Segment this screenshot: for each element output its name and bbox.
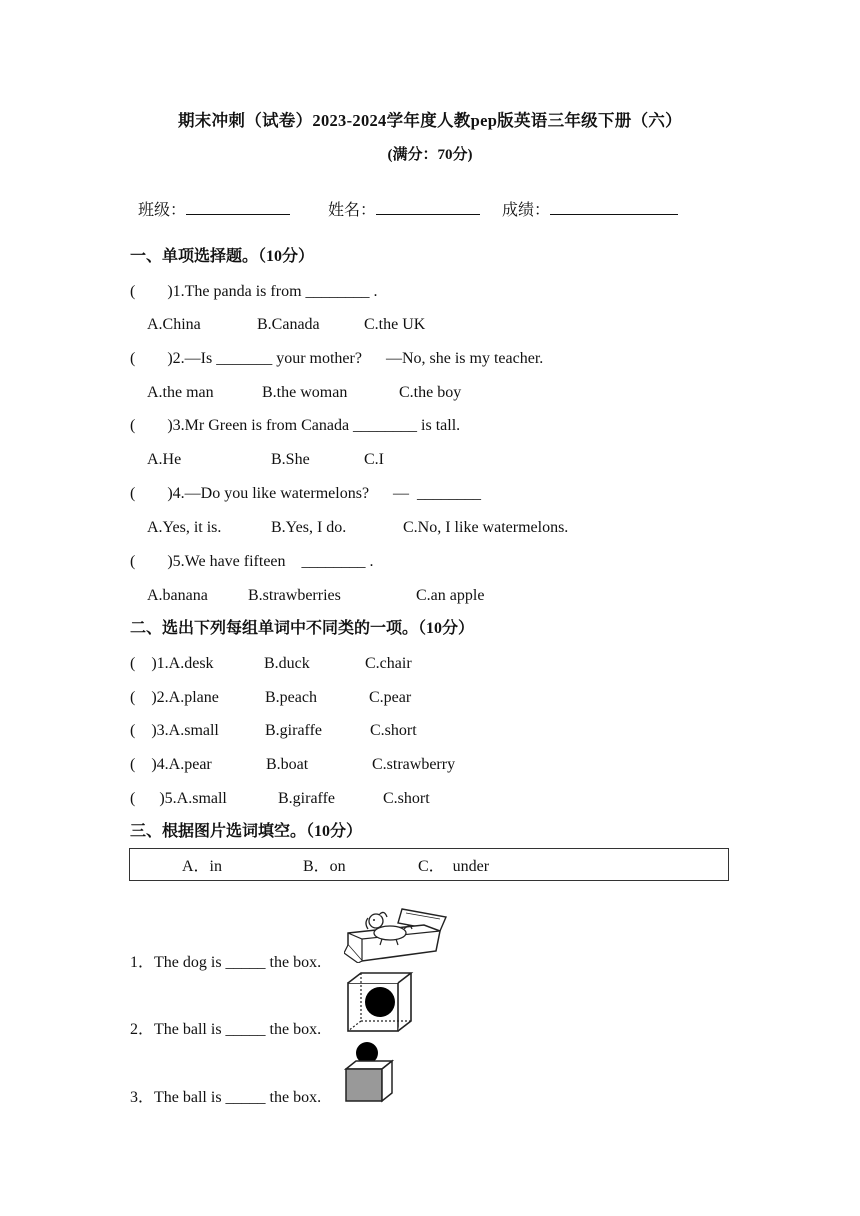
s2-item5-b: B.giraffe xyxy=(278,790,336,807)
score-field xyxy=(494,180,678,221)
s3-sentence-3: 3．The ball is _____ the box. xyxy=(130,1089,322,1106)
q4-option-b[interactable]: B.Yes, I do. xyxy=(271,519,347,536)
q4-option-c[interactable]: C.No, I like watermelons. xyxy=(403,519,569,536)
s3-sentence-1: 1．The dog is _____ the box. xyxy=(130,954,322,971)
word-option-in: A．in xyxy=(182,858,223,875)
section2-heading: 二、选出下列每组单词中不同类的一项。（10分） xyxy=(130,620,475,637)
name-field xyxy=(320,180,480,221)
q1-option-b[interactable]: B.Canada xyxy=(257,316,320,333)
q3-option-c[interactable]: C.I xyxy=(364,451,384,468)
s2-item5-c: C.short xyxy=(383,790,430,807)
full-score: (满分：70分) xyxy=(387,147,473,163)
q5-stem: ( )5.We have fifteen ________ . xyxy=(130,553,374,570)
ball-on-box-icon xyxy=(344,1041,396,1103)
q3-option-b[interactable]: B.She xyxy=(271,451,310,468)
word-option-under: C． under xyxy=(418,858,490,875)
s2-item4-b: B.boat xyxy=(266,756,309,773)
name-label: 姓名： xyxy=(328,202,377,219)
name-blank[interactable] xyxy=(376,200,480,215)
s3-sentence-2: 2．The ball is _____ the box. xyxy=(130,1021,322,1038)
class-label: 班级： xyxy=(138,202,187,219)
score-label: 成绩： xyxy=(502,202,551,219)
s2-item4-a: ( )4.A.pear xyxy=(130,756,212,773)
dog-in-box-icon xyxy=(344,905,450,963)
q2-stem: ( )2.—Is _______ your mother? —No, she is my teacher. xyxy=(130,350,544,367)
q1-option-a[interactable]: A.China xyxy=(147,316,201,333)
q4-option-a[interactable]: A.Yes, it is. xyxy=(147,519,222,536)
q4-stem: ( )4.—Do you like watermelons? — ________ xyxy=(130,485,482,502)
q2-option-a[interactable]: A.the man xyxy=(147,384,214,401)
q5-option-b[interactable]: B.strawberries xyxy=(248,587,341,604)
s2-item1-a: ( )1.A.desk xyxy=(130,655,214,672)
s2-item3-c: C.short xyxy=(370,722,417,739)
q5-option-c[interactable]: C.an apple xyxy=(416,587,485,604)
q1-stem: ( )1.The panda is from ________ . xyxy=(130,283,378,300)
word-option-on: B．on xyxy=(303,858,346,875)
q2-option-b[interactable]: B.the woman xyxy=(262,384,348,401)
section1-heading: 一、单项选择题。（10分） xyxy=(130,248,315,265)
q1-option-c[interactable]: C.the UK xyxy=(364,316,426,333)
class-field xyxy=(130,180,290,221)
q2-option-c[interactable]: C.the boy xyxy=(399,384,462,401)
q3-stem: ( )3.Mr Green is from Canada ________ is tall. xyxy=(130,417,461,434)
score-blank[interactable] xyxy=(550,200,678,215)
s2-item2-c: C.pear xyxy=(369,689,412,706)
q5-option-a[interactable]: A.banana xyxy=(147,587,208,604)
ball-in-box-icon xyxy=(345,971,415,1033)
s2-item2-a: ( )2.A.plane xyxy=(130,689,219,706)
s2-item4-c: C.strawberry xyxy=(372,756,456,773)
s2-item2-b: B.peach xyxy=(265,689,317,706)
s2-item5-a: ( )5.A.small xyxy=(130,790,227,807)
q3-option-a[interactable]: A.He xyxy=(147,451,182,468)
section3-heading: 三、根据图片选词填空。（10分） xyxy=(130,823,363,840)
s2-item1-c: C.chair xyxy=(365,655,412,672)
class-blank[interactable] xyxy=(186,200,290,215)
page-title: 期末冲刺（试卷）2023-2024学年度人教pep版英语三年级下册（六） xyxy=(178,111,682,130)
s2-item3-b: B.giraffe xyxy=(265,722,323,739)
s2-item3-a: ( )3.A.small xyxy=(130,722,219,739)
s2-item1-b: B.duck xyxy=(264,655,310,672)
